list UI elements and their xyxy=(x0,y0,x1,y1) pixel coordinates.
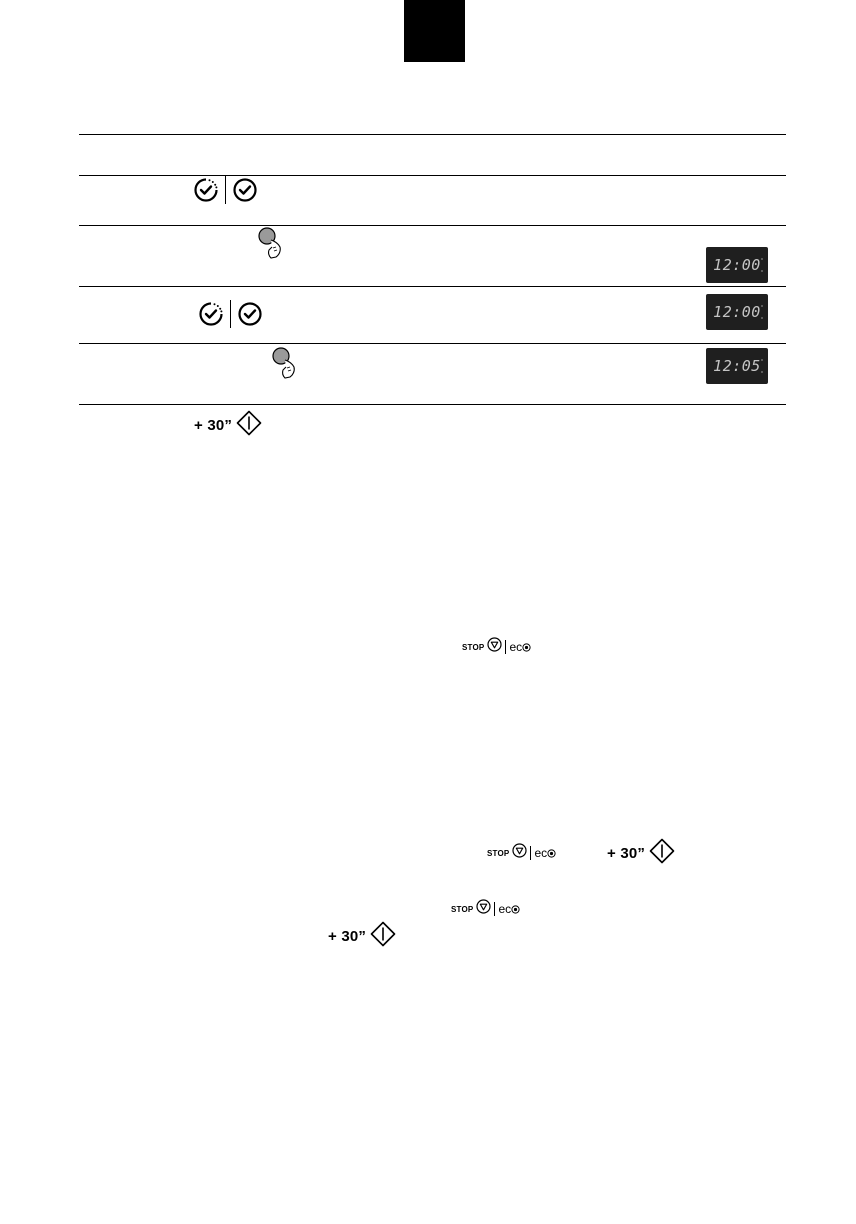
plus30-start-key xyxy=(607,838,675,869)
digital-display xyxy=(706,247,768,283)
eco-label: ec xyxy=(498,902,512,916)
icon-separator xyxy=(505,640,506,654)
check-circle-icon xyxy=(237,301,263,327)
stop-eco-key xyxy=(462,637,531,657)
digital-display xyxy=(706,294,768,330)
stop-label: STOP xyxy=(451,904,474,914)
chapter-tab xyxy=(404,0,465,62)
table-rule xyxy=(79,175,786,176)
icon-separator xyxy=(225,176,226,204)
icon-separator xyxy=(530,846,531,860)
stop-triangle-icon xyxy=(487,637,502,657)
digital-display xyxy=(706,348,768,384)
table-rule xyxy=(79,286,786,287)
eco-label: ec xyxy=(534,846,548,860)
stop-triangle-icon xyxy=(512,843,527,863)
table-rule xyxy=(79,343,786,344)
start-diamond-icon xyxy=(236,410,262,441)
stop-eco-key xyxy=(487,843,556,863)
plus30-start-key xyxy=(328,921,396,952)
display-time: 12:00 xyxy=(713,303,761,321)
plus30-label: + 30” xyxy=(194,417,233,434)
table-rule xyxy=(79,404,786,405)
display-time: 12:00 xyxy=(713,256,761,274)
plus30-start-key xyxy=(194,410,262,441)
check-circle-icon xyxy=(232,177,258,203)
knob-hand-icon xyxy=(256,226,284,260)
icon-separator xyxy=(494,902,495,916)
eco-icon xyxy=(498,902,520,916)
display-time: 12:05 xyxy=(713,357,761,375)
table-rule xyxy=(79,225,786,226)
table-rule xyxy=(79,134,786,135)
plus30-label: + 30” xyxy=(607,845,646,862)
stop-eco-key xyxy=(451,899,520,919)
stop-label: STOP xyxy=(487,848,510,858)
start-diamond-icon xyxy=(370,921,396,952)
plus30-label: + 30” xyxy=(328,928,367,945)
timer-check-icon xyxy=(193,177,219,203)
icon-separator xyxy=(230,300,231,328)
timer-check-icon xyxy=(198,301,224,327)
eco-icon xyxy=(509,640,531,654)
eco-label: ec xyxy=(509,640,523,654)
eco-icon xyxy=(534,846,556,860)
knob-hand-icon xyxy=(270,346,298,380)
stop-label: STOP xyxy=(462,642,485,652)
start-diamond-icon xyxy=(649,838,675,869)
stop-triangle-icon xyxy=(476,899,491,919)
